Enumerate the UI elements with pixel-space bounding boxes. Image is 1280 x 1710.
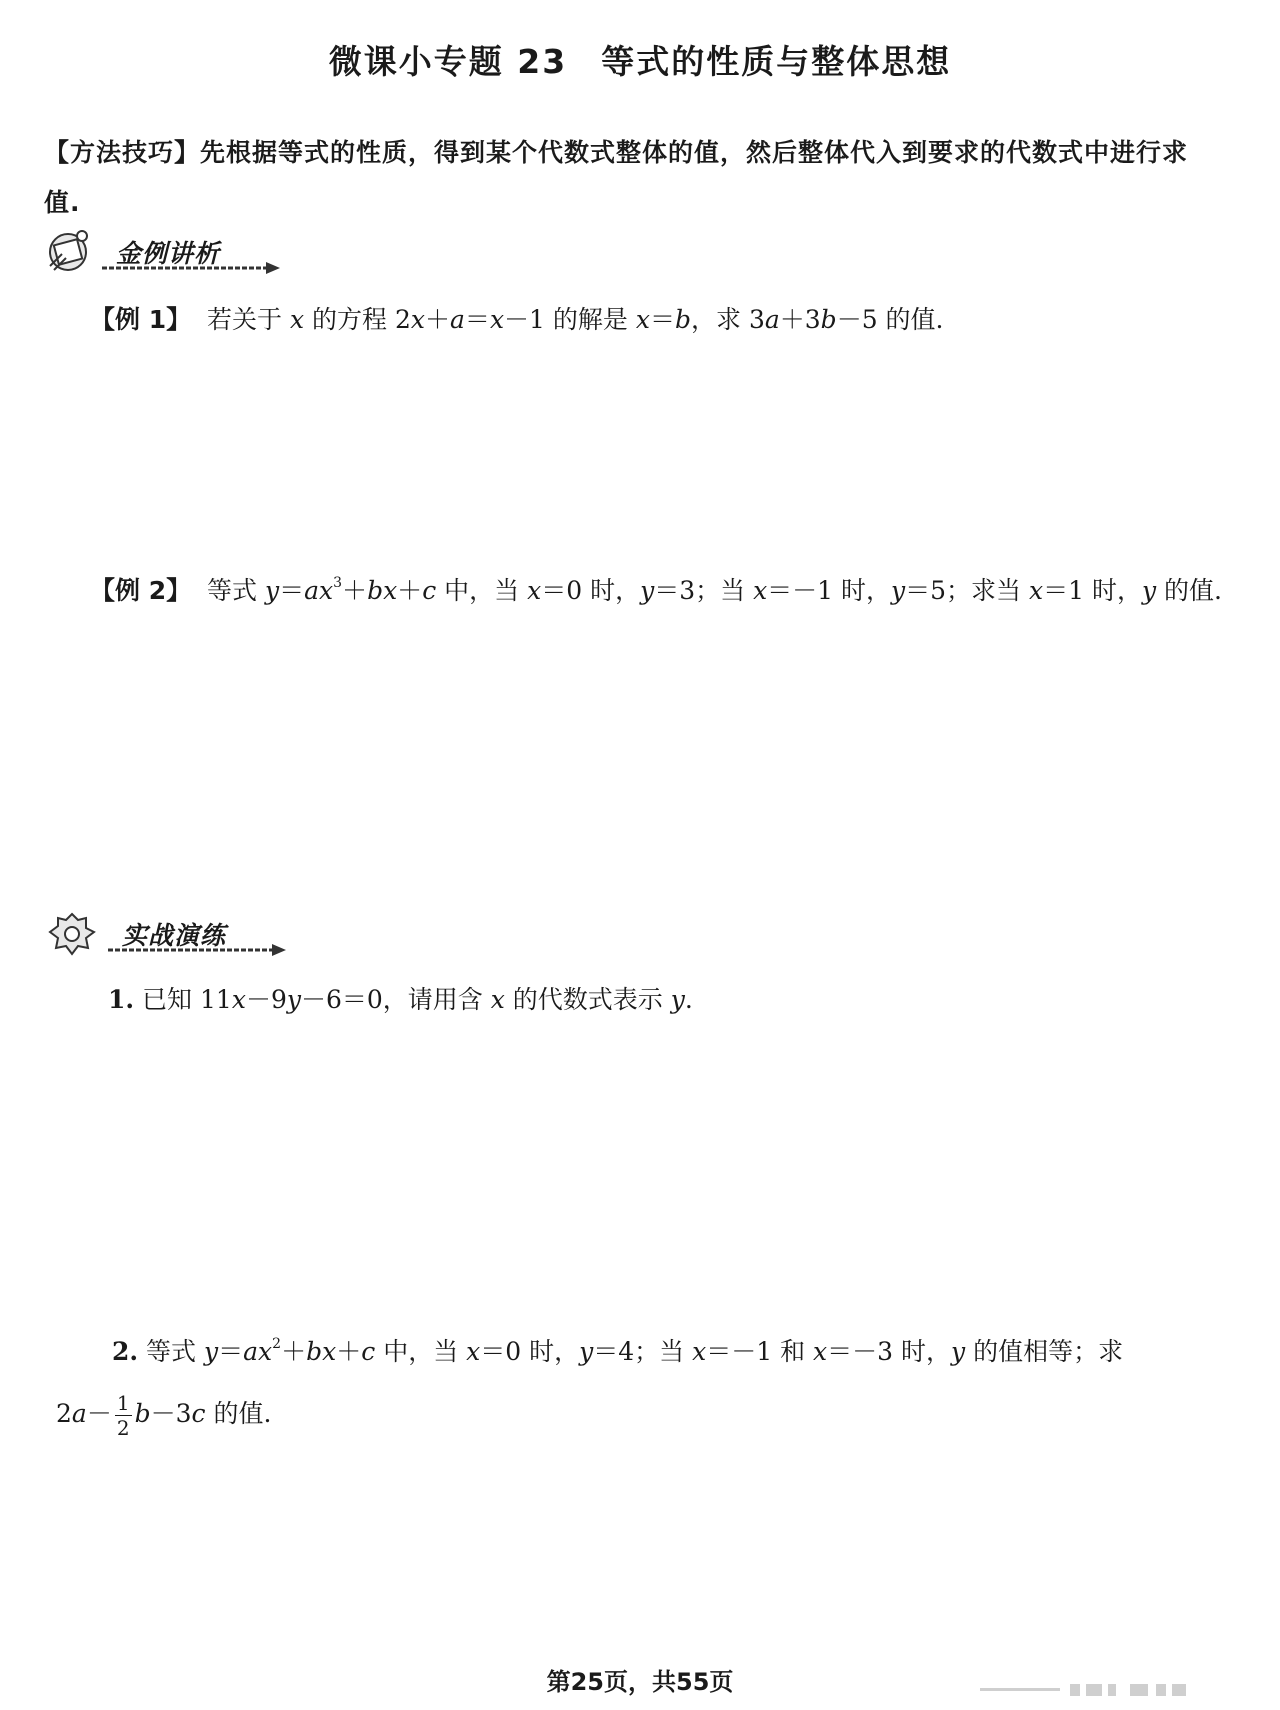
text: 的值. <box>1156 576 1223 605</box>
var: y <box>286 985 301 1014</box>
var: x <box>410 305 425 334</box>
text: －1 的解是 <box>504 305 636 334</box>
text: 已知 11 <box>134 985 232 1014</box>
practice-2-number: 2. <box>112 1337 139 1366</box>
var: x <box>813 1337 828 1366</box>
var: x <box>466 1337 481 1366</box>
var: x <box>635 305 650 334</box>
text: 的值. <box>205 1399 272 1428</box>
text: ＝ <box>279 576 305 605</box>
text: ＝ <box>218 1337 244 1366</box>
method-tip <box>44 128 1214 228</box>
var: bx <box>367 576 398 605</box>
text: ＝ <box>649 305 675 334</box>
var: y <box>204 1337 219 1366</box>
var: x <box>753 576 768 605</box>
text: ＝3；当 <box>654 576 754 605</box>
text: ＝ <box>464 305 490 334</box>
practice-1 <box>108 976 1208 1024</box>
title-main: 等式的性质与整体思想 <box>601 42 952 81</box>
text: ＋ <box>342 576 368 605</box>
var: c <box>361 1337 376 1366</box>
practice-section-title: 实战演练 <box>122 921 227 950</box>
watermark-bars <box>980 1684 1260 1698</box>
text: －3 <box>150 1399 192 1428</box>
practice-section-banner <box>46 904 296 964</box>
text: 等式 <box>207 576 265 605</box>
text: 的代数式表示 <box>504 985 671 1014</box>
text: －6＝0，请用含 <box>300 985 491 1014</box>
var: c <box>191 1399 206 1428</box>
example-1-label: 【例 1】 <box>90 305 192 334</box>
example-1 <box>90 296 1230 344</box>
text: ＋ <box>336 1337 362 1366</box>
text: 等式 <box>138 1337 205 1366</box>
method-label: 【方法技巧】 <box>44 138 201 167</box>
text: 若关于 <box>207 305 290 334</box>
var: a <box>450 305 465 334</box>
text: . <box>684 985 693 1014</box>
fraction-numerator: 1 <box>116 1391 130 1415</box>
var: y <box>1141 576 1157 605</box>
exponent: 2 <box>272 1336 282 1352</box>
var: bx <box>306 1337 337 1366</box>
text: 中，当 <box>436 576 528 605</box>
text: ＋ <box>425 305 451 334</box>
var: y <box>579 1337 594 1366</box>
var: ax <box>243 1337 273 1366</box>
var: b <box>820 305 837 334</box>
page-title <box>0 36 1280 83</box>
text: －9 <box>245 985 287 1014</box>
practice-2 <box>112 1320 1222 1376</box>
var: x <box>527 576 542 605</box>
text: － <box>86 1399 112 1428</box>
example-2-label: 【例 2】 <box>90 576 192 605</box>
text: ＝－3 时， <box>827 1337 951 1366</box>
fraction <box>115 1391 132 1440</box>
var: y <box>891 576 906 605</box>
var: ax <box>304 576 334 605</box>
text: ＝－1 时， <box>767 576 892 605</box>
text: 的值相等；求 <box>965 1337 1124 1366</box>
var: b <box>674 305 691 334</box>
text: ＋3 <box>779 305 821 334</box>
var: x <box>489 305 505 334</box>
var: x <box>289 305 305 334</box>
text: －5 的值. <box>836 305 944 334</box>
example-2 <box>48 556 1224 618</box>
exponent: 3 <box>333 575 343 591</box>
var: y <box>264 576 280 605</box>
practice-1-number: 1. <box>108 985 135 1014</box>
var: a <box>71 1399 87 1428</box>
var: x <box>490 985 505 1014</box>
text: ＝5；求当 <box>905 576 1030 605</box>
title-prefix: 微课小专题 23 <box>328 42 568 81</box>
text: ＝0 时， <box>480 1337 580 1366</box>
text: ＝1 时， <box>1043 576 1142 605</box>
examples-section-banner <box>40 222 290 282</box>
page-number: 第25页，共55页 <box>546 1668 734 1696</box>
var: x <box>231 985 246 1014</box>
var: x <box>1029 576 1044 605</box>
practice-2-expression <box>56 1384 656 1444</box>
text: ＋ <box>281 1337 307 1366</box>
var: a <box>764 305 780 334</box>
var: y <box>640 576 655 605</box>
var: x <box>692 1337 707 1366</box>
text: 的方程 2 <box>304 305 411 334</box>
var: c <box>422 576 437 605</box>
text: 2 <box>56 1399 72 1428</box>
method-text: 先根据等式的性质，得到某个代数式整体的值，然后整体代入到要求的代数式中进行求值. <box>44 138 1189 217</box>
text: ，求 3 <box>691 305 765 334</box>
examples-section-title: 金例讲析 <box>116 239 221 268</box>
text: ＝4；当 <box>593 1337 693 1366</box>
fraction-denominator: 2 <box>116 1416 130 1440</box>
var: y <box>670 985 685 1014</box>
text: ＝－1 和 <box>706 1337 814 1366</box>
var: b <box>134 1399 151 1428</box>
text: ＝0 时， <box>541 576 641 605</box>
var: y <box>951 1337 966 1366</box>
text: 中，当 <box>375 1337 467 1366</box>
text: ＋ <box>397 576 423 605</box>
